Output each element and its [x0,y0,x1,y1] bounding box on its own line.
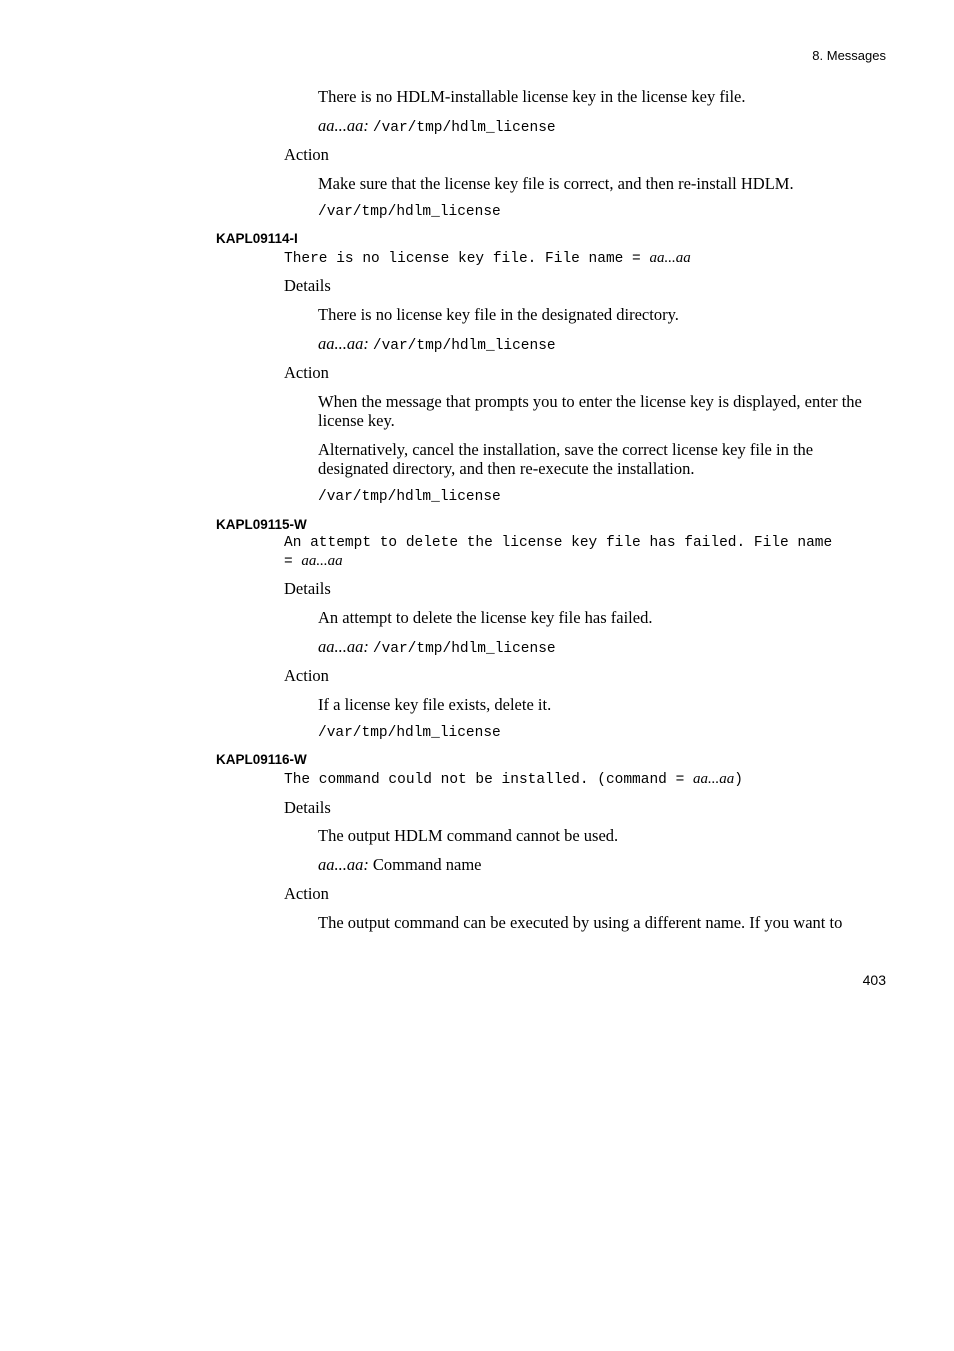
section-heading-details: Details [284,276,331,295]
variable-value: /var/tmp/hdlm_license [372,338,556,354]
variable-value: /var/tmp/hdlm_license [372,120,556,136]
section-heading-action: Action [284,363,329,382]
section-heading-action: Action [284,884,329,903]
page-number: 403 [862,972,886,988]
section-heading-details: Details [284,579,331,598]
message-variable: aa...aa [301,553,343,569]
message-mono-text: An attempt to delete the license key file has failed. File name [284,535,833,551]
variable-label: aa...aa: [318,334,369,353]
section-heading-details: Details [284,798,331,817]
variable-value: Command name [372,855,482,874]
variable-label: aa...aa: [318,855,369,874]
file-path: /var/tmp/hdlm_license [318,204,501,220]
body-text: There is no HDLM-installable license key in the license key file. [318,87,746,106]
body-text: Alternatively, cancel the installation, save the correct license key file in the designated directory, and then re-execute the installation. [318,440,814,478]
message-mono-text: There is no license key file. File name = [284,251,650,267]
body-text: The output HDLM command cannot be used. [318,826,619,845]
variable-value: /var/tmp/hdlm_license [372,641,556,657]
message-code: KAPL09116-W [216,752,307,767]
message-variable: aa...aa [692,771,735,787]
variable-line [318,855,481,875]
message-variable: aa...aa [649,250,691,266]
variable-label: aa...aa: [318,116,369,135]
message-code: KAPL09114-I [216,231,298,246]
body-text: An attempt to delete the license key file has failed. [318,608,653,627]
body-text: Make sure that the license key file is correct, and then re-install HDLM. [318,174,794,193]
message-mono-text: ) [734,772,743,788]
message-text [284,552,343,570]
body-text: If a license key file exists, delete it. [318,695,552,714]
running-header: 8. Messages [812,48,886,63]
body-text: The output command can be executed by using a different name. If you want to [318,913,843,932]
message-mono-text: The command could not be installed. (command = [284,772,693,788]
body-text: There is no license key file in the designated directory. [318,305,679,324]
message-text [284,249,691,267]
body-text: When the message that prompts you to enter the license key is displayed, enter the license key. [318,392,862,430]
variable-label: aa...aa: [318,637,369,656]
section-heading-action: Action [284,666,329,685]
message-mono-text: = [284,554,302,570]
message-code: KAPL09115-W [216,517,307,532]
message-text [284,770,743,788]
section-heading-action: Action [284,145,329,164]
variable-line [318,116,556,136]
file-path: /var/tmp/hdlm_license [318,489,501,505]
variable-line [318,334,556,354]
file-path: /var/tmp/hdlm_license [318,725,501,741]
variable-line [318,637,556,657]
